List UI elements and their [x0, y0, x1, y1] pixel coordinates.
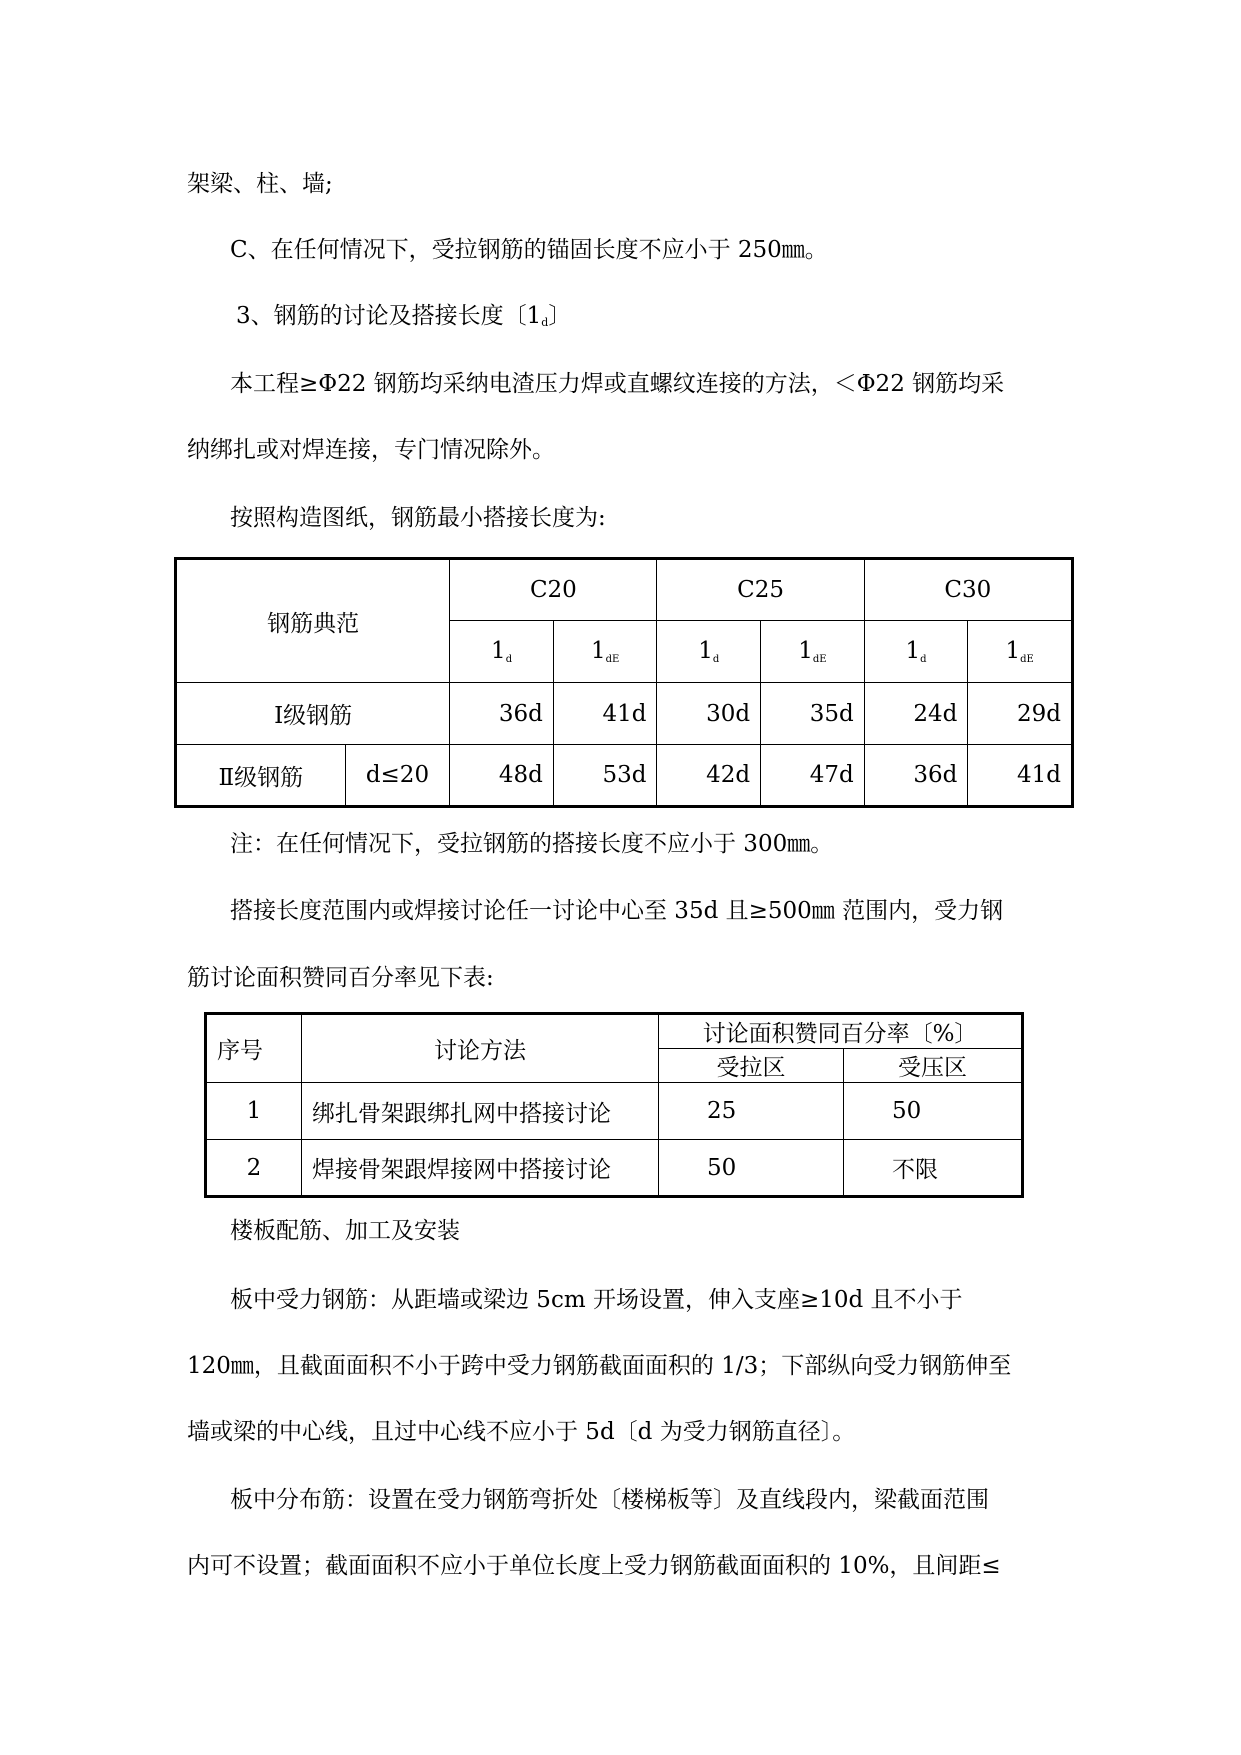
subheader-lde: 1dE	[968, 621, 1073, 683]
paragraph-connection-1: 本工程≥Φ22 钢筋均采纳电渣压力焊或直螺纹连接的方法，＜Φ22 钢筋均采	[230, 371, 1005, 397]
table-cell: 36d	[864, 745, 968, 807]
table-cell: 41d	[553, 683, 657, 745]
table-cell: 25	[659, 1083, 844, 1140]
header-tension-zone: 受拉区	[659, 1049, 844, 1083]
paragraph-connection-2: 纳绑扎或对焊连接，专门情况除外。	[187, 437, 555, 463]
subheader-lde: 1dE	[553, 621, 657, 683]
table-cell: 48d	[450, 745, 554, 807]
table-cell: 绑扎骨架跟绑扎网中搭接讨论	[302, 1083, 659, 1140]
table-cell: 47d	[761, 745, 865, 807]
header-percentage: 讨论面积赞同百分率〔%〕	[659, 1014, 1023, 1049]
paragraph-joint-2: 筋讨论面积赞同百分率见下表:	[187, 965, 494, 991]
table-cell: 41d	[968, 745, 1073, 807]
table-cell: 不限	[844, 1140, 1023, 1197]
row-label-grade-1: Ⅰ级钢筋	[176, 683, 450, 745]
header-no: 序号	[206, 1014, 302, 1083]
table-cell: 50	[844, 1083, 1023, 1140]
section-heading-text: 3、钢筋的讨论及搭接长度〔1	[236, 303, 542, 329]
table-cell: 29d	[968, 683, 1073, 745]
paragraph-distribution-1: 板中分布筋：设置在受力钢筋弯折处〔楼梯板等〕及直线段内，梁截面范围	[230, 1487, 989, 1513]
table-cell: 53d	[553, 745, 657, 807]
paragraph-slab-2: 120㎜，且截面面积不小于跨中受力钢筋截面面积的 1/3；下部纵向受力钢筋伸至	[187, 1353, 1012, 1379]
table-cell: 24d	[864, 683, 968, 745]
header-method: 讨论方法	[302, 1014, 659, 1083]
paragraph-table-intro: 按照构造图纸，钢筋最小搭接长度为:	[230, 505, 606, 531]
header-compression-zone: 受压区	[844, 1049, 1023, 1083]
paragraph-anchorage: C、在任何情况下，受拉钢筋的锚固长度不应小于 250㎜。	[230, 237, 828, 263]
table-header-rebar-type: 钢筋典范	[176, 559, 450, 683]
row-label-grade-2: Ⅱ级钢筋	[176, 745, 346, 807]
row-condition: d≤20	[345, 745, 450, 807]
subheader-ld: 1d	[450, 621, 554, 683]
subheader-ld: 1d	[657, 621, 761, 683]
grade-c20: C20	[450, 559, 657, 621]
section-heading-slab: 楼板配筋、加工及安装	[230, 1218, 460, 1244]
paragraph-distribution-2: 内可不设置；截面面积不应小于单位长度上受力钢筋截面面积的 10%，且间距≤	[187, 1553, 1001, 1579]
grade-c25: C25	[657, 559, 864, 621]
table-cell: 焊接骨架跟焊接网中搭接讨论	[302, 1140, 659, 1197]
paragraph-slab-3: 墙或梁的中心线，且过中心线不应小于 5d〔d 为受力钢筋直径〕。	[187, 1419, 856, 1445]
section-heading-subscript: d	[541, 316, 549, 329]
paragraph-slab-1: 板中受力钢筋：从距墙或梁边 5cm 开场设置，伸入支座≥10d 且不小于	[230, 1287, 963, 1313]
table-cell: 36d	[450, 683, 554, 745]
table-cell: 1	[206, 1083, 302, 1140]
paragraph-joint-1: 搭接长度范围内或焊接讨论任一讨论中心至 35d 且≥500㎜ 范围内，受力钢	[230, 898, 1004, 924]
section-heading-3	[236, 302, 1241, 337]
section-heading-close: 〕	[548, 303, 572, 329]
grade-c30: C30	[864, 559, 1072, 621]
lap-length-table	[174, 557, 1074, 808]
table-cell: 42d	[657, 745, 761, 807]
table-cell: 2	[206, 1140, 302, 1197]
note-paragraph: 注：在任何情况下，受拉钢筋的搭接长度不应小于 300㎜。	[230, 831, 834, 857]
table-cell: 35d	[761, 683, 865, 745]
table-cell: 50	[659, 1140, 844, 1197]
subheader-lde: 1dE	[761, 621, 865, 683]
subheader-ld: 1d	[864, 621, 968, 683]
paragraph-1: 架梁、柱、墙;	[187, 171, 333, 197]
table-cell: 30d	[657, 683, 761, 745]
joint-percentage-table	[204, 1012, 1024, 1198]
